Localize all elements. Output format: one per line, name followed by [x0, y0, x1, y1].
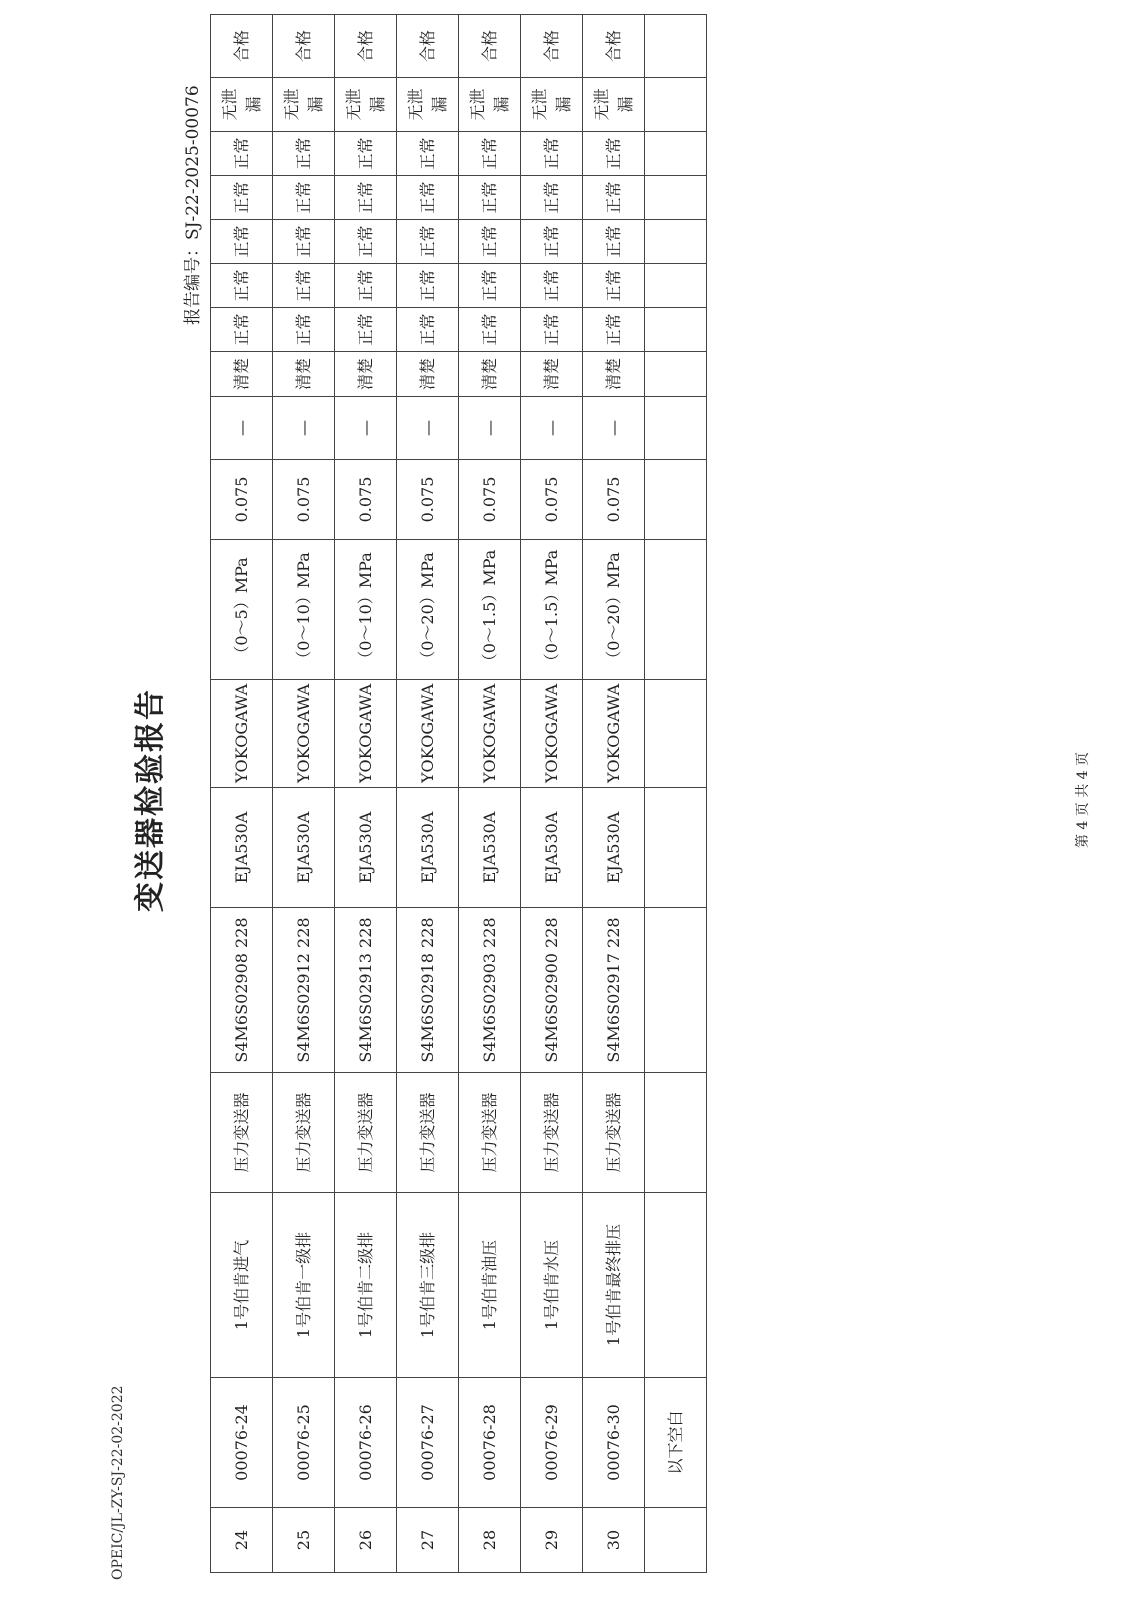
- check-3-text: 正常: [417, 269, 437, 302]
- check-2-text: 正常: [603, 313, 623, 346]
- table-row: [521, 15, 583, 1573]
- check-2-text: 正常: [355, 313, 375, 346]
- row-leak: [521, 78, 583, 132]
- row-check-6: [335, 132, 397, 176]
- check-3-text: 正常: [355, 269, 375, 302]
- row-check-3: [459, 264, 521, 308]
- row-maker: YOKOGAWA: [335, 680, 397, 788]
- row-check-1: [397, 352, 459, 397]
- check-1-text: 清楚: [231, 358, 251, 391]
- row-serial: S4M6S02912 228: [273, 908, 335, 1073]
- blank-cell: [645, 78, 707, 132]
- row-serial: S4M6S02913 228: [335, 908, 397, 1073]
- row-dash: —: [459, 397, 521, 460]
- blank-cell: [645, 308, 707, 352]
- check-1-text: 清楚: [479, 358, 499, 391]
- row-maker: YOKOGAWA: [211, 680, 273, 788]
- table-row: [211, 15, 273, 1573]
- document-title: 变送器检验报告: [133, 688, 168, 912]
- blank-cell: [645, 540, 707, 680]
- row-check-3: [335, 264, 397, 308]
- row-location: 1号伯肯三级排: [397, 1193, 459, 1378]
- blank-note: 以下空白: [645, 1378, 707, 1508]
- row-check-2: [273, 308, 335, 352]
- row-accuracy: 0.075: [211, 460, 273, 540]
- blank-cell: [645, 15, 707, 78]
- check-5-text: 正常: [417, 181, 437, 214]
- check-3-text: 正常: [231, 269, 251, 302]
- row-check-1: [211, 352, 273, 397]
- row-check-3: [521, 264, 583, 308]
- row-result: [397, 15, 459, 78]
- row-accuracy: 0.075: [521, 460, 583, 540]
- row-check-2: [583, 308, 645, 352]
- leak-text: 无泄漏: [591, 88, 635, 121]
- row-check-5: [459, 176, 521, 220]
- row-check-6: [583, 132, 645, 176]
- row-dash: —: [583, 397, 645, 460]
- leak-text: 无泄漏: [219, 88, 263, 121]
- result-text: 合格: [479, 30, 499, 63]
- row-check-3: [211, 264, 273, 308]
- row-maker: YOKOGAWA: [583, 680, 645, 788]
- row-model: EJA530A: [397, 788, 459, 908]
- blank-cell: [645, 680, 707, 788]
- result-text: 合格: [231, 30, 251, 63]
- row-check-4: [583, 220, 645, 264]
- table-row: [335, 15, 397, 1573]
- check-1-text: 清楚: [355, 358, 375, 391]
- row-maker: YOKOGAWA: [521, 680, 583, 788]
- row-range: （0～1.5）MPa: [521, 540, 583, 680]
- row-serial: S4M6S02918 228: [397, 908, 459, 1073]
- result-text: 合格: [603, 30, 623, 63]
- row-seq: 30: [583, 1508, 645, 1573]
- row-model: EJA530A: [211, 788, 273, 908]
- row-check-6: [521, 132, 583, 176]
- row-check-5: [521, 176, 583, 220]
- row-range: （0～20）MPa: [397, 540, 459, 680]
- row-check-2: [521, 308, 583, 352]
- row-type: 压力变送器: [273, 1073, 335, 1193]
- leak-text: 无泄漏: [405, 88, 449, 121]
- result-text: 合格: [355, 30, 375, 63]
- check-2-text: 正常: [417, 313, 437, 346]
- blank-cell: [645, 1073, 707, 1193]
- blank-cell: [645, 352, 707, 397]
- row-check-6: [397, 132, 459, 176]
- row-accuracy: 0.075: [273, 460, 335, 540]
- row-dash: —: [397, 397, 459, 460]
- table-row: [459, 15, 521, 1573]
- page-number: 第 4 页 共 4 页: [1075, 751, 1091, 849]
- row-range: （0～20）MPa: [583, 540, 645, 680]
- form-code: OPEIC/JL-ZY-SJ-22-02-2022: [110, 1385, 126, 1580]
- row-id: 00076-26: [335, 1378, 397, 1508]
- row-check-4: [273, 220, 335, 264]
- table-row: [397, 15, 459, 1573]
- check-4-text: 正常: [231, 225, 251, 258]
- check-6-text: 正常: [231, 137, 251, 170]
- check-4-text: 正常: [603, 225, 623, 258]
- leak-text: 无泄漏: [343, 88, 387, 121]
- row-check-2: [459, 308, 521, 352]
- check-2-text: 正常: [541, 313, 561, 346]
- row-result: [335, 15, 397, 78]
- row-check-1: [583, 352, 645, 397]
- check-4-text: 正常: [355, 225, 375, 258]
- row-range: （0～10）MPa: [273, 540, 335, 680]
- row-location: 1号伯肯油压: [459, 1193, 521, 1378]
- row-range: （0～1.5）MPa: [459, 540, 521, 680]
- row-check-6: [273, 132, 335, 176]
- check-4-text: 正常: [417, 225, 437, 258]
- row-id: 00076-24: [211, 1378, 273, 1508]
- row-serial: S4M6S02900 228: [521, 908, 583, 1073]
- row-check-4: [521, 220, 583, 264]
- row-dash: —: [335, 397, 397, 460]
- row-leak: [211, 78, 273, 132]
- blank-cell: [645, 1193, 707, 1378]
- row-check-1: [273, 352, 335, 397]
- row-leak: [583, 78, 645, 132]
- row-check-4: [397, 220, 459, 264]
- row-result: [459, 15, 521, 78]
- row-model: EJA530A: [521, 788, 583, 908]
- check-5-text: 正常: [231, 181, 251, 214]
- leak-text: 无泄漏: [281, 88, 325, 121]
- row-accuracy: 0.075: [583, 460, 645, 540]
- row-location: 1号伯肯二级排: [335, 1193, 397, 1378]
- check-2-text: 正常: [479, 313, 499, 346]
- row-location: 1号伯肯一级排: [273, 1193, 335, 1378]
- row-result: [521, 15, 583, 78]
- row-model: EJA530A: [335, 788, 397, 908]
- row-seq: 24: [211, 1508, 273, 1573]
- check-1-text: 清楚: [417, 358, 437, 391]
- blank-cell: [645, 1508, 707, 1573]
- blank-cell: [645, 460, 707, 540]
- row-check-5: [211, 176, 273, 220]
- row-check-5: [335, 176, 397, 220]
- row-check-3: [273, 264, 335, 308]
- row-check-6: [459, 132, 521, 176]
- row-id: 00076-27: [397, 1378, 459, 1508]
- blank-cell: [645, 397, 707, 460]
- row-leak: [335, 78, 397, 132]
- check-5-text: 正常: [479, 181, 499, 214]
- blank-row: [645, 15, 707, 1573]
- row-id: 00076-25: [273, 1378, 335, 1508]
- table-row: [273, 15, 335, 1573]
- check-2-text: 正常: [231, 313, 251, 346]
- row-dash: —: [211, 397, 273, 460]
- row-check-1: [335, 352, 397, 397]
- blank-cell: [645, 220, 707, 264]
- row-dash: —: [521, 397, 583, 460]
- report-number-label: 报告编号：: [183, 240, 203, 325]
- row-location: 1号伯肯最终排压: [583, 1193, 645, 1378]
- row-leak: [397, 78, 459, 132]
- blank-cell: [645, 176, 707, 220]
- row-check-1: [459, 352, 521, 397]
- check-5-text: 正常: [293, 181, 313, 214]
- row-location: 1号伯肯进气: [211, 1193, 273, 1378]
- check-6-text: 正常: [541, 137, 561, 170]
- row-check-5: [397, 176, 459, 220]
- row-check-4: [459, 220, 521, 264]
- row-serial: S4M6S02917 228: [583, 908, 645, 1073]
- result-text: 合格: [293, 30, 313, 63]
- check-6-text: 正常: [479, 137, 499, 170]
- row-check-3: [397, 264, 459, 308]
- check-4-text: 正常: [293, 225, 313, 258]
- row-check-5: [583, 176, 645, 220]
- row-seq: 27: [397, 1508, 459, 1573]
- row-accuracy: 0.075: [335, 460, 397, 540]
- leak-text: 无泄漏: [467, 88, 511, 121]
- row-seq: 28: [459, 1508, 521, 1573]
- leak-text: 无泄漏: [529, 88, 573, 121]
- check-6-text: 正常: [603, 137, 623, 170]
- check-5-text: 正常: [603, 181, 623, 214]
- row-seq: 29: [521, 1508, 583, 1573]
- row-result: [273, 15, 335, 78]
- row-model: EJA530A: [459, 788, 521, 908]
- row-seq: 25: [273, 1508, 335, 1573]
- check-1-text: 清楚: [541, 358, 561, 391]
- blank-cell: [645, 788, 707, 908]
- row-check-2: [211, 308, 273, 352]
- check-3-text: 正常: [541, 269, 561, 302]
- row-range: （0～10）MPa: [335, 540, 397, 680]
- blank-cell: [645, 908, 707, 1073]
- report-number: [178, 85, 203, 325]
- check-6-text: 正常: [417, 137, 437, 170]
- check-5-text: 正常: [541, 181, 561, 214]
- row-serial: S4M6S02903 228: [459, 908, 521, 1073]
- check-3-text: 正常: [479, 269, 499, 302]
- row-id: 00076-30: [583, 1378, 645, 1508]
- blank-cell: [645, 264, 707, 308]
- row-result: [583, 15, 645, 78]
- table-row: [583, 15, 645, 1573]
- row-check-2: [335, 308, 397, 352]
- inspection-table: [210, 14, 707, 1573]
- row-accuracy: 0.075: [397, 460, 459, 540]
- row-id: 00076-28: [459, 1378, 521, 1508]
- report-number-value: SJ-22-2025-00076: [183, 85, 203, 240]
- check-3-text: 正常: [293, 269, 313, 302]
- row-type: 压力变送器: [397, 1073, 459, 1193]
- row-leak: [459, 78, 521, 132]
- row-check-5: [273, 176, 335, 220]
- row-check-3: [583, 264, 645, 308]
- row-check-6: [211, 132, 273, 176]
- check-6-text: 正常: [293, 137, 313, 170]
- row-check-4: [335, 220, 397, 264]
- row-id: 00076-29: [521, 1378, 583, 1508]
- blank-cell: [645, 132, 707, 176]
- row-type: 压力变送器: [521, 1073, 583, 1193]
- row-dash: —: [273, 397, 335, 460]
- row-seq: 26: [335, 1508, 397, 1573]
- check-1-text: 清楚: [293, 358, 313, 391]
- row-type: 压力变送器: [459, 1073, 521, 1193]
- check-4-text: 正常: [541, 225, 561, 258]
- check-1-text: 清楚: [603, 358, 623, 391]
- result-text: 合格: [541, 30, 561, 63]
- check-2-text: 正常: [293, 313, 313, 346]
- row-range: （0～5）MPa: [211, 540, 273, 680]
- row-serial: S4M6S02908 228: [211, 908, 273, 1073]
- row-type: 压力变送器: [583, 1073, 645, 1193]
- check-5-text: 正常: [355, 181, 375, 214]
- row-check-4: [211, 220, 273, 264]
- row-type: 压力变送器: [211, 1073, 273, 1193]
- check-4-text: 正常: [479, 225, 499, 258]
- row-location: 1号伯肯水压: [521, 1193, 583, 1378]
- row-maker: YOKOGAWA: [397, 680, 459, 788]
- row-maker: YOKOGAWA: [459, 680, 521, 788]
- row-maker: YOKOGAWA: [273, 680, 335, 788]
- row-model: EJA530A: [273, 788, 335, 908]
- result-text: 合格: [417, 30, 437, 63]
- row-accuracy: 0.075: [459, 460, 521, 540]
- check-6-text: 正常: [355, 137, 375, 170]
- row-model: EJA530A: [583, 788, 645, 908]
- row-result: [211, 15, 273, 78]
- row-type: 压力变送器: [335, 1073, 397, 1193]
- row-check-2: [397, 308, 459, 352]
- row-check-1: [521, 352, 583, 397]
- row-leak: [273, 78, 335, 132]
- check-3-text: 正常: [603, 269, 623, 302]
